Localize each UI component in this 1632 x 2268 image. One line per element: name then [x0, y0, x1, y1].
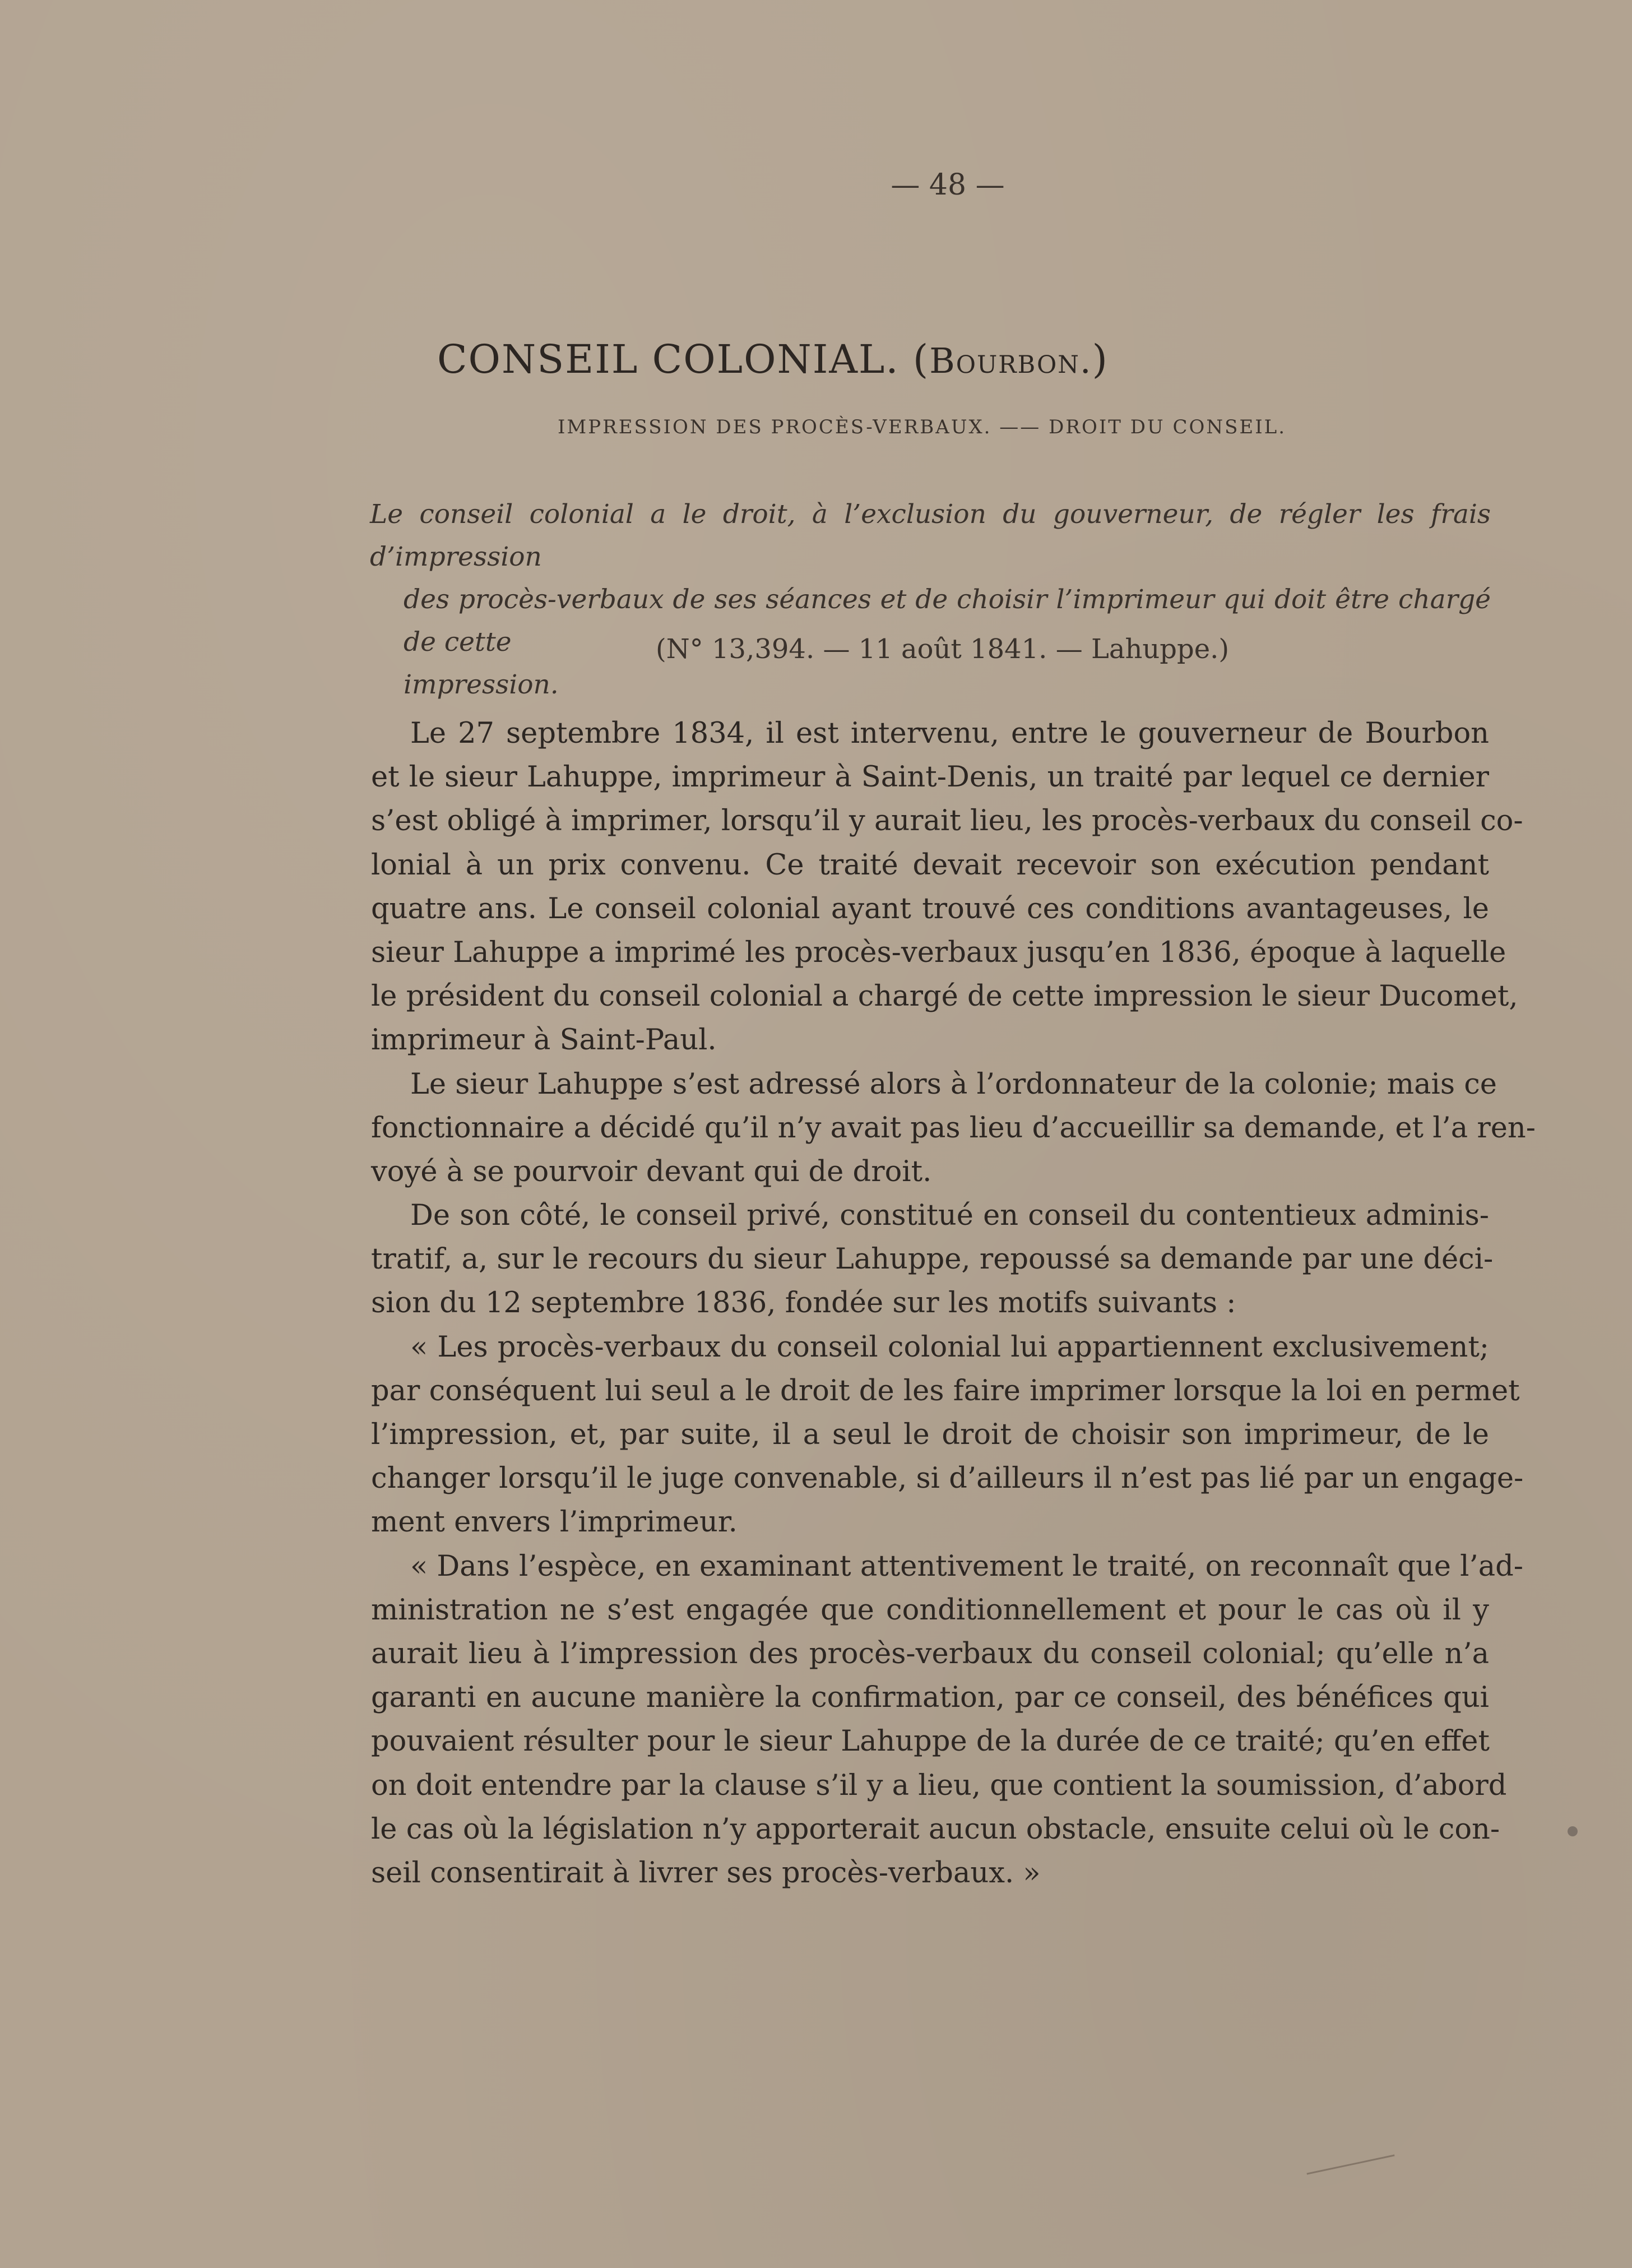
body-line: ministration ne s’est engagée que conditionnellement et pour le cas où il y	[371, 1593, 1489, 1627]
body-line: fonctionnaire a décidé qu’il n’y avait pas lieu d’accueillir sa demande, et l’a ren-	[371, 1111, 1536, 1145]
paper-spot	[1568, 1826, 1578, 1836]
case-reference: (N° 13,394. — 11 août 1841. — Lahuppe.)	[656, 633, 1230, 665]
body-line: l’impression, et, par suite, il a seul le droit de choisir son imprimeur, de le	[371, 1418, 1489, 1451]
body-line: imprimeur à Saint-Paul.	[371, 1024, 717, 1057]
body-line: aurait lieu à l’impression des procès-verbaux du conseil colonial; qu’elle n’a	[371, 1637, 1489, 1670]
title-main: CONSEIL COLONIAL. (	[437, 336, 930, 382]
summary-paragraph	[370, 493, 1491, 706]
section-subtitle: IMPRESSION DES PROCÈS-VERBAUX. —— DROIT DU CONSEIL.	[558, 416, 1287, 438]
paper-scratch	[1306, 2154, 1394, 2174]
body-line: s’est obligé à imprimer, lorsqu’il y aurait lieu, les procès-verbaux du conseil co-	[371, 804, 1523, 838]
body-line: sion du 12 septembre 1836, fondée sur les motifs suivants :	[371, 1286, 1236, 1320]
body-line: le président du conseil colonial a chargé de cette impression le sieur Ducomet,	[371, 980, 1518, 1013]
body-line: lonial à un prix convenu. Ce traité devait recevoir son exécution pendant	[371, 848, 1489, 882]
body-line: « Les procès-verbaux du conseil colonial lui appartiennent exclusivement;	[410, 1330, 1489, 1364]
body-line: Le 27 septembre 1834, il est intervenu, entre le gouverneur de Bourbon	[410, 717, 1489, 750]
body-line: tratif, a, sur le recours du sieur Lahuppe, repoussé sa demande par une déci-	[371, 1243, 1494, 1276]
body-line: Le sieur Lahuppe s’est adressé alors à l’ordonnateur de la colonie; mais ce	[410, 1067, 1497, 1101]
page-title	[0, 336, 1632, 382]
body-text	[371, 712, 1536, 1895]
body-line: quatre ans. Le conseil colonial ayant trouvé ces conditions avantageuses, le	[371, 892, 1489, 925]
body-line: De son côté, le conseil privé, constitué en conseil du contentieux adminis-	[410, 1199, 1489, 1233]
body-line: seil consentirait à livrer ses procès-verbaux. »	[371, 1856, 1041, 1890]
summary-line: des procès-verbaux de ses séances et de choisir l’imprimeur qui doit être chargé de cette	[404, 584, 1491, 658]
body-line: « Dans l’espèce, en examinant attentivement le traité, on reconnaît que l’ad-	[410, 1549, 1523, 1583]
body-line: garanti en aucune manière la confirmation, par ce conseil, des bénéfices qui	[371, 1681, 1489, 1715]
body-line: par conséquent lui seul a le droit de les faire imprimer lorsque la loi en permet	[371, 1374, 1520, 1408]
body-line: le cas où la législation n’y apporterait aucun obstacle, ensuite celui où le con-	[371, 1812, 1500, 1846]
body-line: sieur Lahuppe a imprimé les procès-verbaux jusqu’en 1836, époque à laquelle	[371, 936, 1506, 969]
summary-line: impression.	[404, 669, 559, 700]
title-small-caps: Bourbon.	[929, 340, 1092, 381]
body-line: on doit entendre par la clause s’il y a lieu, que contient la soumission, d’abord	[371, 1769, 1507, 1802]
body-line: et le sieur Lahuppe, imprimeur à Saint-Denis, un traité par lequel ce dernier	[371, 761, 1489, 794]
page-number: — 48 —	[891, 168, 1005, 202]
body-line: ment envers l’imprimeur.	[371, 1506, 738, 1539]
title-close: )	[1092, 336, 1109, 382]
summary-line: Le conseil colonial a le droit, à l’exclusion du gouverneur, de régler les frais d’impression	[370, 499, 1491, 572]
body-line: changer lorsqu’il le juge convenable, si d’ailleurs il n’est pas lié par un engage-	[371, 1462, 1524, 1496]
body-line: voyé à se pourvoir devant qui de droit.	[371, 1155, 932, 1188]
body-line: pouvaient résulter pour le sieur Lahuppe de la durée de ce traité; qu’en effet	[371, 1725, 1490, 1758]
